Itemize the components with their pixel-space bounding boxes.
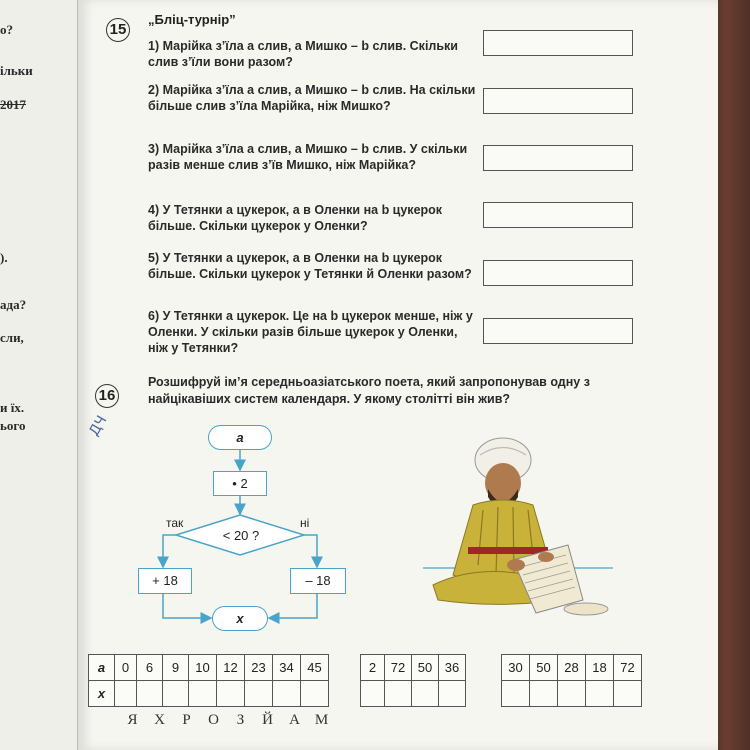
answer-box-5[interactable]	[483, 260, 633, 286]
question-6: 6) У Тетянки a цукерок. Це на b цукерок менше, ніж у Оленки. У скільки разів більше цукерок у Оленки, ніж у Тетянки?	[148, 309, 473, 355]
table-row	[361, 681, 466, 707]
task-number-16: 16	[95, 384, 119, 408]
table-row	[89, 655, 329, 681]
x-answer-cell[interactable]	[189, 681, 217, 707]
question-3: 3) Марійка з’їла a слив, а Мишко – b слив. У скільки разів менше слив з’їв Мишко, ніж Марійка?	[148, 142, 468, 172]
x-answer-cell[interactable]	[137, 681, 163, 707]
prev-page-text: и їх.	[0, 400, 25, 415]
prev-page-text: сли,	[0, 330, 24, 345]
decode-table-3	[501, 654, 642, 707]
poet-illustration	[418, 425, 618, 625]
flowchart-plus-18-box: + 18	[138, 568, 192, 594]
cipher-letter: Й	[262, 712, 273, 728]
decode-table-1	[88, 654, 329, 707]
flowchart-end-x: x	[212, 606, 268, 631]
handwritten-mark: ДЧ	[86, 413, 111, 439]
answer-cell[interactable]	[439, 681, 466, 707]
cipher-letter: Р	[182, 712, 191, 728]
table-row	[502, 681, 642, 707]
previous-page-edge	[0, 0, 78, 750]
cipher-letter: Я	[127, 712, 138, 728]
answer-cell[interactable]	[530, 681, 558, 707]
x-answer-cell[interactable]	[115, 681, 137, 707]
task-15-title: „Бліц-турнір”	[148, 12, 236, 27]
answer-cell[interactable]	[502, 681, 530, 707]
x-answer-cell[interactable]	[163, 681, 189, 707]
a-value-cell: 10	[189, 655, 217, 681]
table-row	[89, 681, 329, 707]
answer-box-4[interactable]	[483, 202, 633, 228]
cipher-letter: А	[289, 712, 300, 728]
row-x-header: x	[89, 681, 115, 707]
flowchart-yes-label: так	[166, 516, 184, 530]
value-cell: 50	[530, 655, 558, 681]
prev-page-text: ).	[0, 250, 8, 265]
answer-cell[interactable]	[614, 681, 642, 707]
value-cell: 28	[558, 655, 586, 681]
prev-page-text: о?	[0, 22, 13, 37]
cipher-letter: Х	[154, 712, 165, 728]
x-answer-cell[interactable]	[217, 681, 245, 707]
a-value-cell: 6	[137, 655, 163, 681]
cipher-letters	[119, 712, 335, 729]
a-value-cell: 23	[245, 655, 273, 681]
row-a-header: a	[89, 655, 115, 681]
value-cell: 18	[586, 655, 614, 681]
x-answer-cell[interactable]	[273, 681, 301, 707]
task-16-text: Розшифруй ім’я середньоазіатського поета, який запропонував одну з найцікавіших систем календаря. У якому столітті він жив?	[148, 375, 590, 406]
question-2: 2) Марійка з’їла a слив, а Мишко – b слив. На скільки більше слив з’їла Марійка, ніж Мишко?	[148, 83, 476, 113]
x-answer-cell[interactable]	[301, 681, 329, 707]
answer-box-2[interactable]	[483, 88, 633, 114]
question-1: 1) Марійка з’їла a слив, а Мишко – b слив. Скільки слив з’їли вони разом?	[148, 39, 458, 69]
flowchart-condition: < 20 ?	[222, 528, 260, 543]
textbook-page	[78, 0, 718, 750]
question-5: 5) У Тетянки a цукерок, а в Оленки на b цукерок більше. Скільки цукерок у Тетянки й Оленки разом?	[148, 251, 472, 281]
answer-box-6[interactable]	[483, 318, 633, 344]
flowchart-minus-18-box: – 18	[290, 568, 346, 594]
flowchart-start-a: a	[208, 425, 272, 450]
prev-page-text: ього	[0, 418, 26, 433]
cipher-letter: М	[314, 712, 329, 728]
task-number-15: 15	[106, 18, 130, 42]
prev-page-text: ада?	[0, 297, 27, 312]
value-cell: 50	[412, 655, 439, 681]
answer-cell[interactable]	[558, 681, 586, 707]
cipher-letter: О	[208, 712, 219, 728]
value-cell: 72	[385, 655, 412, 681]
a-value-cell: 45	[301, 655, 329, 681]
answer-cell[interactable]	[361, 681, 385, 707]
answer-box-3[interactable]	[483, 145, 633, 171]
a-value-cell: 9	[163, 655, 189, 681]
a-value-cell: 0	[115, 655, 137, 681]
answer-cell[interactable]	[586, 681, 614, 707]
value-cell: 72	[614, 655, 642, 681]
table-row	[502, 655, 642, 681]
value-cell: 30	[502, 655, 530, 681]
prev-page-text: ільки	[0, 63, 33, 78]
value-cell: 2	[361, 655, 385, 681]
table-row	[361, 655, 466, 681]
answer-box-1[interactable]	[483, 30, 633, 56]
value-cell: 36	[439, 655, 466, 681]
question-4: 4) У Тетянки a цукерок, а в Оленки на b цукерок більше. Скільки цукерок у Оленки?	[148, 203, 443, 233]
answer-cell[interactable]	[385, 681, 412, 707]
decode-table-2	[360, 654, 466, 707]
prev-page-text: 2017	[0, 97, 26, 112]
a-value-cell: 34	[273, 655, 301, 681]
flowchart-multiply-box: • 2	[213, 471, 267, 496]
a-value-cell: 12	[217, 655, 245, 681]
flowchart-no-label: ні	[300, 516, 310, 530]
cipher-letter: З	[236, 712, 245, 728]
answer-cell[interactable]	[412, 681, 439, 707]
x-answer-cell[interactable]	[245, 681, 273, 707]
